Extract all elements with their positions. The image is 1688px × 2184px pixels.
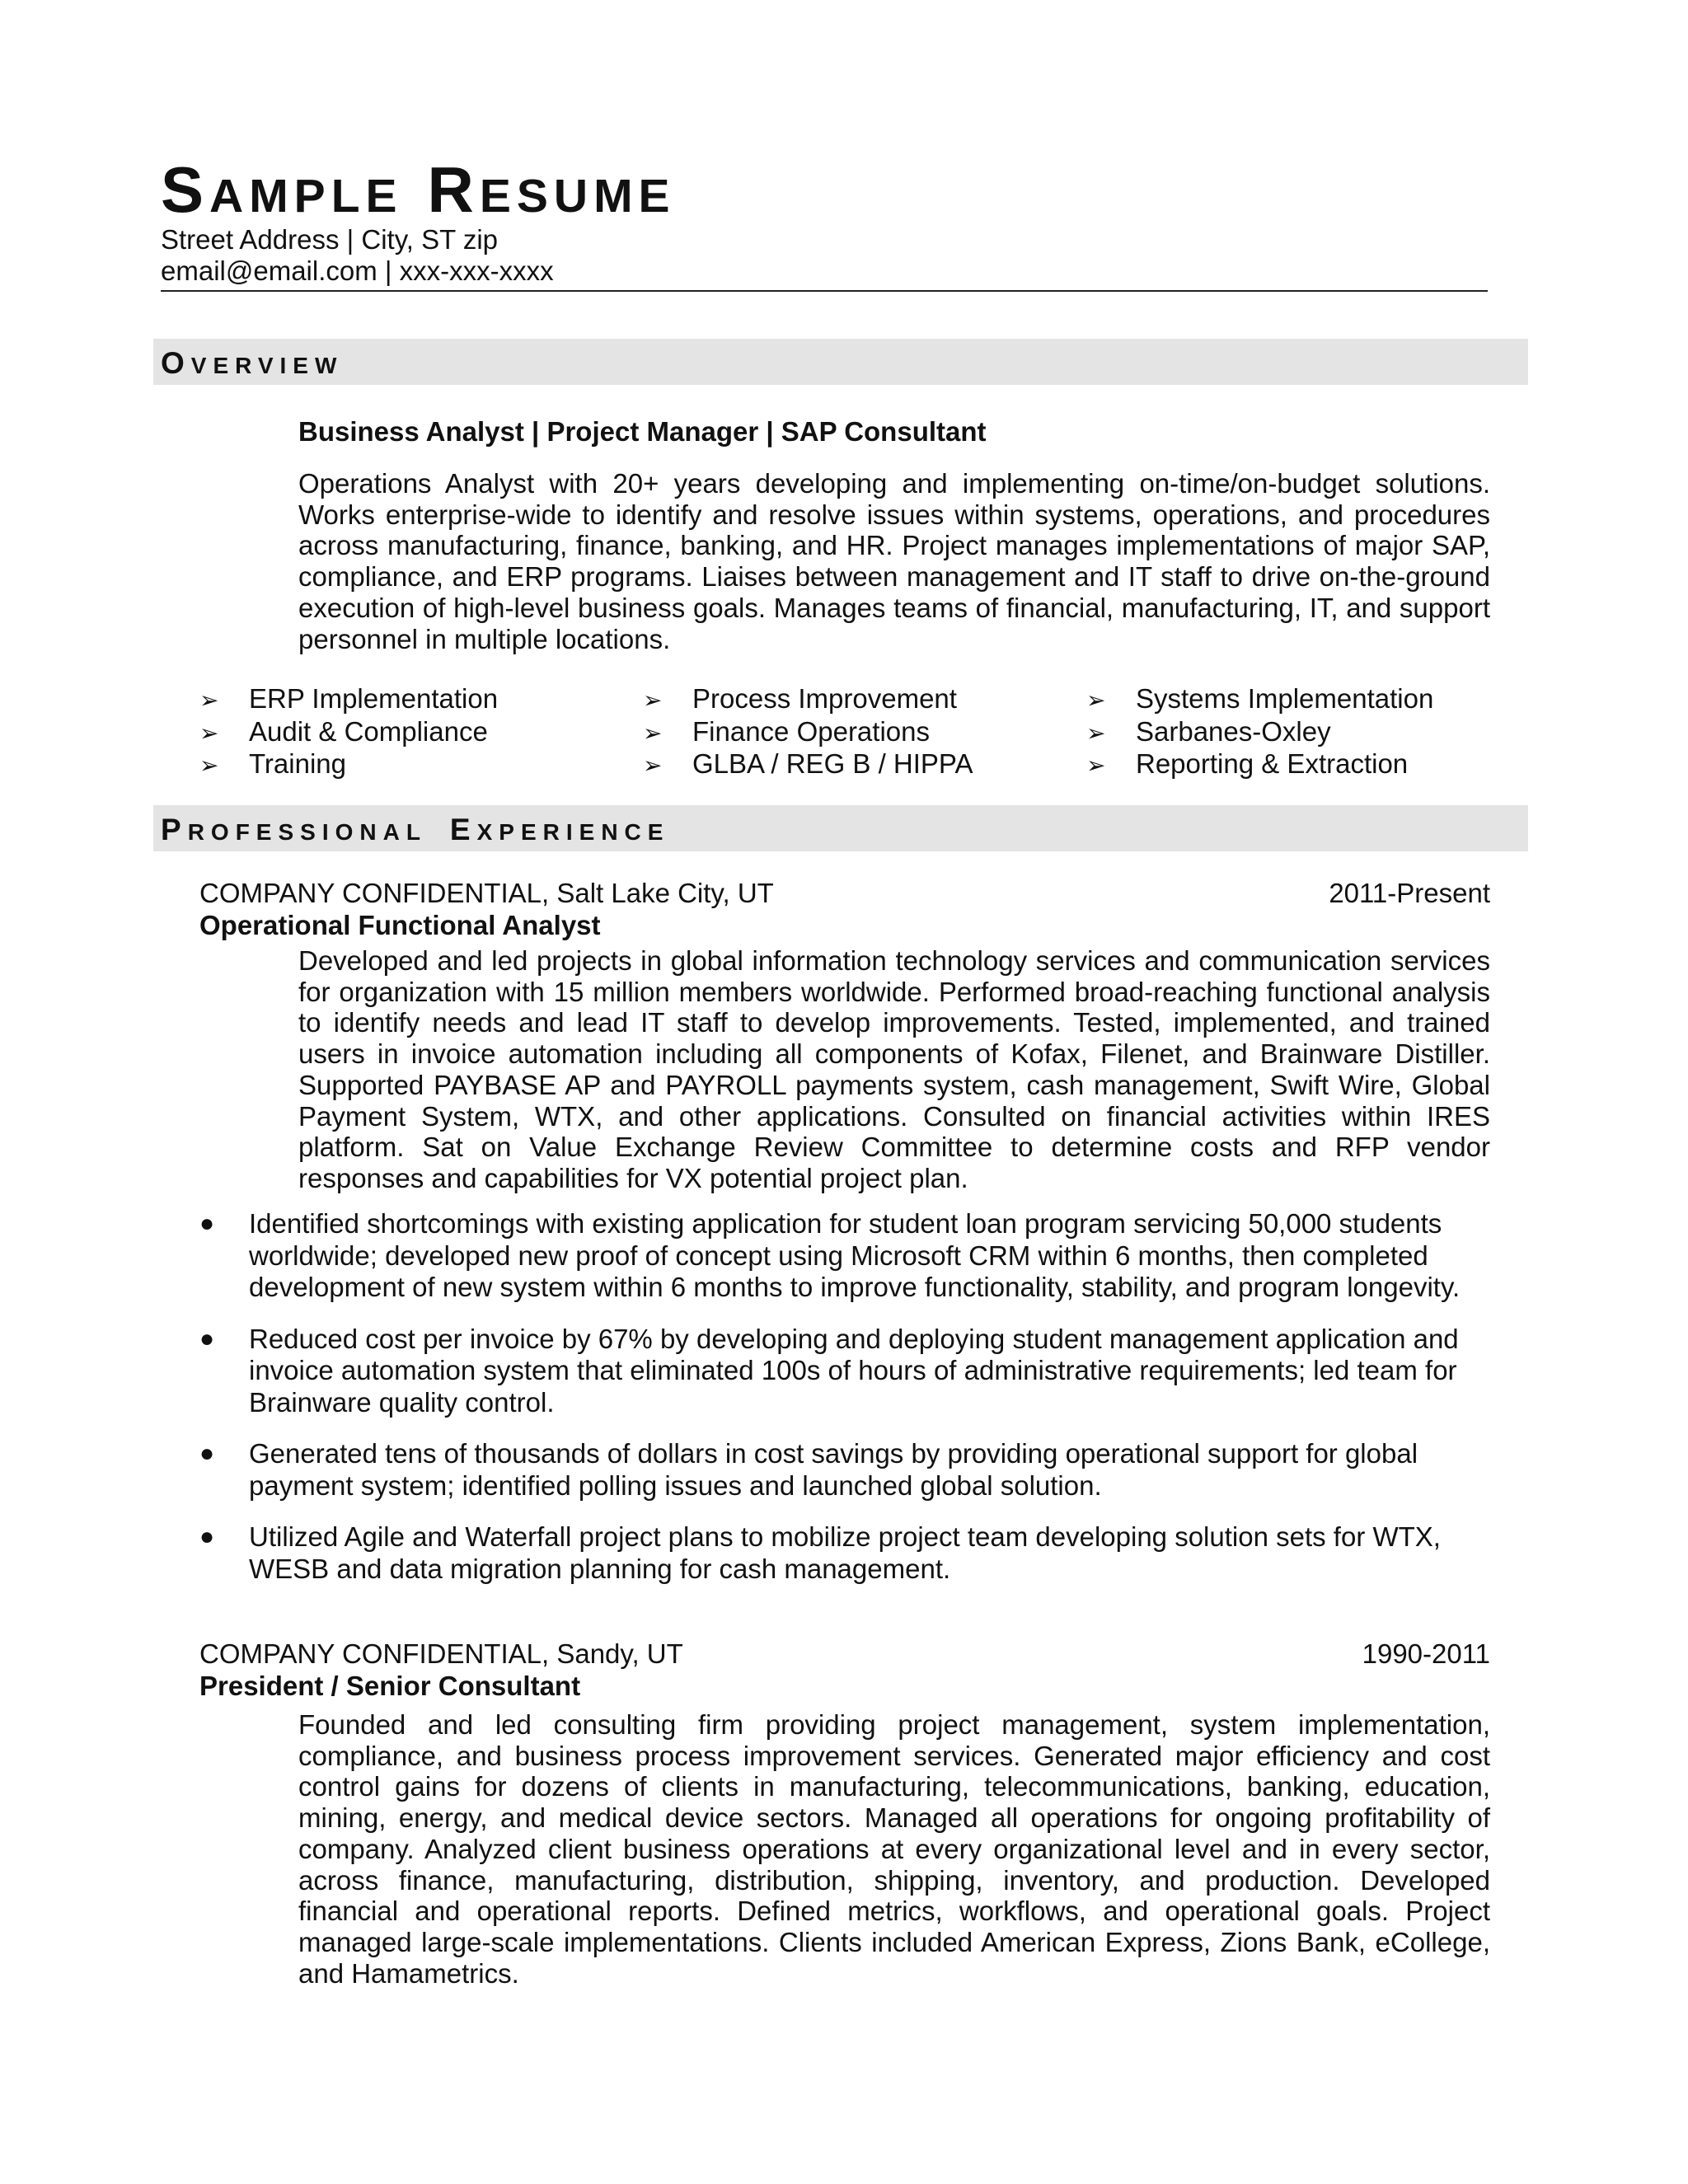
name-rest-2: ESUME <box>479 170 676 223</box>
skill-item: ➢ Reporting & Extraction <box>1086 748 1433 781</box>
job-title: Operational Functional Analyst <box>199 910 601 940</box>
achievement-list <box>199 1208 1490 1605</box>
skill-item: ➢ Process Improvement <box>643 683 973 716</box>
bullet-dot-icon: ● <box>199 1324 215 1352</box>
arrow-bullet-icon: ➢ <box>1086 687 1106 713</box>
skill-item: ➢ Audit & Compliance <box>199 716 498 749</box>
bullet-dot-icon: ● <box>199 1523 215 1550</box>
company-name: COMPANY CONFIDENTIAL, Salt Lake City, UT <box>199 878 774 908</box>
arrow-bullet-icon: ➢ <box>1086 719 1106 746</box>
name-initial-1: S <box>161 153 210 226</box>
skill-item: ➢ Finance Operations <box>643 716 973 749</box>
job-dates: 1990-2011 <box>1362 1638 1490 1669</box>
job-title: President / Senior Consultant <box>199 1671 581 1701</box>
bullet-dot-icon: ● <box>199 1440 215 1467</box>
job-description: Developed and led projects in global information technology services and communication services for organization with 15 million members worldwide. Performed broad-reaching functional analysis to identify needs and lead IT staff to develop improvements. Tested, implemented, and trained users in invoice automation including all components of Kofax, Filenet, and Brainware Distiller. Supported PAYBASE AP and PAYROLL payments system, cash management, Swift Wire, Global Payment System, WTX, and other applications. Consulted on financial activities within IRES platform. Sat on Value Exchange Review Committee to determine costs and RFP vendor responses and capabilities for VX potential project plan. <box>298 945 1490 1193</box>
header-divider <box>161 290 1488 292</box>
arrow-bullet-icon: ➢ <box>643 752 663 779</box>
list-item: ● Utilized Agile and Waterfall project plans to mobilize project team developing solution sets for WTX, WESB and data migration planning for cash management. <box>199 1521 1441 1584</box>
skill-item: ➢ Systems Implementation <box>1086 683 1433 716</box>
overview-headline: Business Analyst | Project Manager | SAP Consultant <box>298 416 987 447</box>
address-line: Street Address | City, ST zip <box>161 224 499 255</box>
list-item: ● Generated tens of thousands of dollars in cost savings by providing operational support for global payment system; identified polling issues and launched global solution. <box>199 1438 1418 1501</box>
overview-heading: OVERVIEW <box>161 346 344 380</box>
experience-heading: PROFESSIONAL EXPERIENCE <box>161 813 670 846</box>
resume-name <box>161 153 676 229</box>
skills-column-2 <box>643 683 973 781</box>
job-description: Founded and led consulting firm providing project management, system implementation, compliance, and business process improvement services. Generated major efficiency and cost control gains for dozens of clients in manufacturing, telecommunications, banking, education, mining, energy, and medical device sectors. Managed all operations for ongoing profitability of company. Analyzed client business operations at every organizational level and in every sector, across finance, manufacturing, distribution, shipping, inventory, and production. Developed financial and operational reports. Defined metrics, workflows, and operational goals. Project managed large-scale implementations. Clients included American Express, Zions Bank, eCollege, and Hamametrics. <box>298 1709 1490 1989</box>
contact-line: email@email.com | xxx-xxx-xxxx <box>161 255 554 286</box>
overview-summary: Operations Analyst with 20+ years developing and implementing on-time/on-budget solutions. Works enterprise-wide to identify and resolve issues within systems, operations, and procedures across manufacturing, finance, banking, and HR. Project manages implementations of major SAP, compliance, and ERP programs. Liaises between management and IT staff to drive on-the-ground execution of high-level business goals. Manages teams of financial, manufacturing, IT, and support personnel in multiple locations. <box>298 468 1490 654</box>
skills-column-3 <box>1086 683 1433 781</box>
arrow-bullet-icon: ➢ <box>199 687 219 713</box>
overview-section-bar <box>153 339 1528 385</box>
list-item: ● Reduced cost per invoice by 67% by developing and deploying student management application and invoice automation system that eliminated 100s of hours of administrative requirements; led team for Brainware quality control. <box>199 1323 1459 1418</box>
arrow-bullet-icon: ➢ <box>199 752 219 779</box>
arrow-bullet-icon: ➢ <box>643 719 663 746</box>
skill-item: ➢ GLBA / REG B / HIPPA <box>643 748 973 781</box>
name-rest-1: AMPLE <box>209 170 403 223</box>
skill-item: ➢ Training <box>199 748 498 781</box>
name-initial-2: R <box>427 153 480 226</box>
job-dates: 2011-Present <box>1329 878 1490 908</box>
arrow-bullet-icon: ➢ <box>643 687 663 713</box>
arrow-bullet-icon: ➢ <box>199 719 219 746</box>
arrow-bullet-icon: ➢ <box>1086 752 1106 779</box>
list-item: ● Identified shortcomings with existing application for student loan program servicing 50,000 students worldwide; developed new proof of concept using Microsoft CRM within 6 months, then completed development of new system within 6 months to improve functionality, stability, and program longevity. <box>199 1208 1461 1302</box>
skills-column-1 <box>199 683 498 781</box>
skill-item: ➢ ERP Implementation <box>199 683 498 716</box>
bullet-dot-icon: ● <box>199 1210 215 1237</box>
company-name: COMPANY CONFIDENTIAL, Sandy, UT <box>199 1638 683 1669</box>
contact-block <box>161 224 554 287</box>
skill-item: ➢ Sarbanes-Oxley <box>1086 716 1433 749</box>
